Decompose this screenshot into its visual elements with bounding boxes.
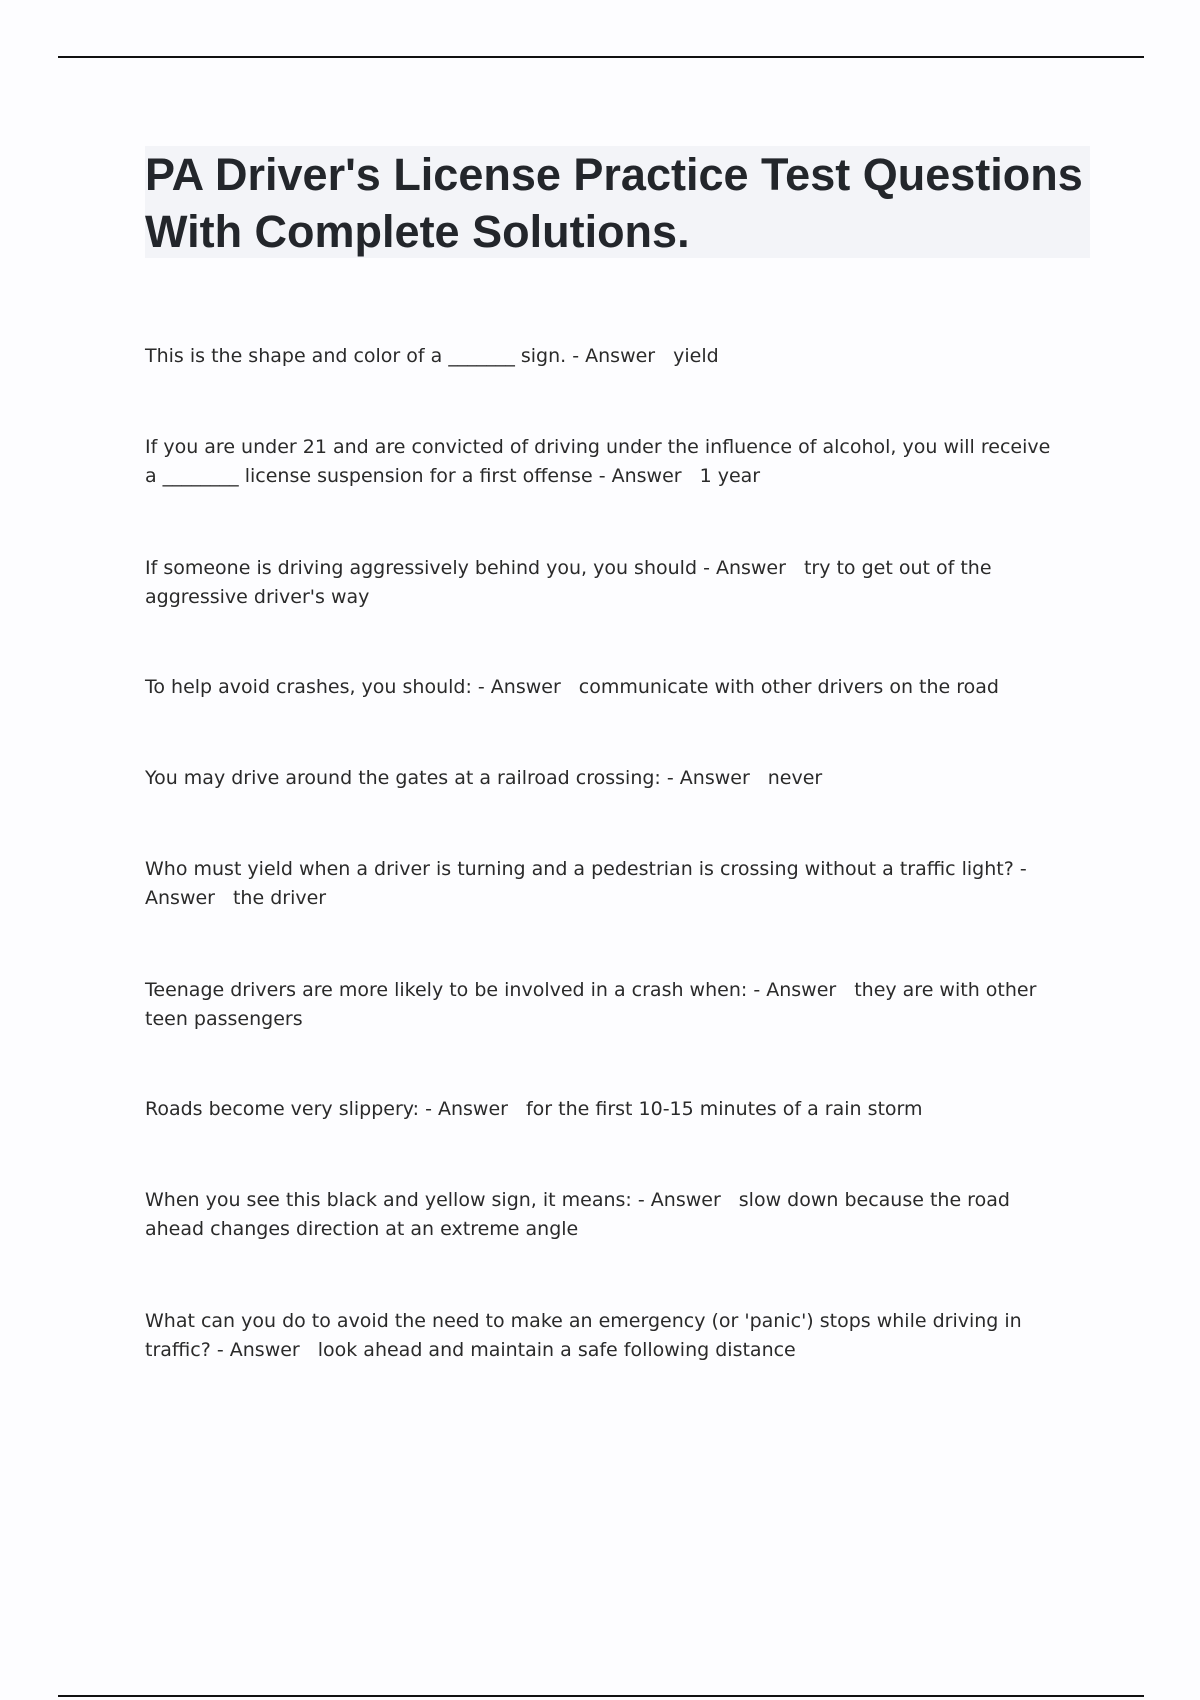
question-text: When you see this black and yellow sign, it means: <box>145 1189 632 1211</box>
question-text: You may drive around the gates at a railroad crossing: <box>145 767 661 789</box>
answer-separator: - Answer <box>145 858 1027 909</box>
question-text: Teenage drivers are more likely to be involved in a crash when: <box>145 979 748 1001</box>
answer-text: they are with other teen passengers <box>145 979 1037 1030</box>
answer-separator: - Answer <box>637 1189 721 1211</box>
question-text: Who must yield when a driver is turning and a pedestrian is crossing without a traffic light? <box>145 858 1014 880</box>
qa-item <box>145 433 1060 491</box>
answer-text: never <box>767 767 823 789</box>
answer-text: look ahead and maintain a safe following distance <box>317 1339 796 1361</box>
qa-item <box>145 673 1060 702</box>
question-text: What can you do to avoid the need to make an emergency (or 'panic') stops while driving in traffic? <box>145 1310 1022 1361</box>
qa-item <box>145 1307 1060 1365</box>
qa-item <box>145 1095 1060 1124</box>
answer-text: try to get out of the aggressive driver's way <box>145 557 992 608</box>
question-text: If someone is driving aggressively behind you, you should <box>145 557 698 579</box>
answer-separator: - Answer <box>572 345 656 367</box>
top-rule <box>58 56 1144 58</box>
question-text: This is the shape and color of a _______ sign. <box>145 345 567 367</box>
answer-separator: - Answer <box>216 1339 300 1361</box>
answer-separator: - Answer <box>666 767 750 789</box>
qa-item <box>145 1186 1060 1244</box>
question-text: If you are under 21 and are convicted of driving under the influence of alcohol, you will receive a ________ license suspension for a first offense <box>145 436 1051 487</box>
answer-separator: - Answer <box>598 465 682 487</box>
answer-separator: - Answer <box>753 979 837 1001</box>
document-title: PA Driver's License Practice Test Questions With Complete Solutions. <box>145 149 1083 257</box>
answer-text: communicate with other drivers on the road <box>578 676 999 698</box>
question-text: To help avoid crashes, you should: <box>145 676 472 698</box>
bottom-rule <box>58 1695 1144 1697</box>
qa-item <box>145 764 1060 793</box>
answer-text: slow down because the road ahead changes direction at an extreme angle <box>145 1189 1010 1240</box>
answer-text: yield <box>673 345 719 367</box>
answer-text: 1 year <box>699 465 761 487</box>
qa-item <box>145 342 1060 371</box>
answer-separator: - Answer <box>425 1098 508 1120</box>
qa-item <box>145 976 1060 1034</box>
title-block <box>145 146 1090 258</box>
answer-text: for the first 10-15 minutes of a rain storm <box>525 1098 923 1120</box>
qa-item <box>145 554 1060 612</box>
answer-text: the driver <box>232 887 327 909</box>
answer-separator: - Answer <box>477 676 561 698</box>
answer-separator: - Answer <box>703 557 786 579</box>
question-text: Roads become very slippery: <box>145 1098 420 1120</box>
qa-item <box>145 855 1060 913</box>
